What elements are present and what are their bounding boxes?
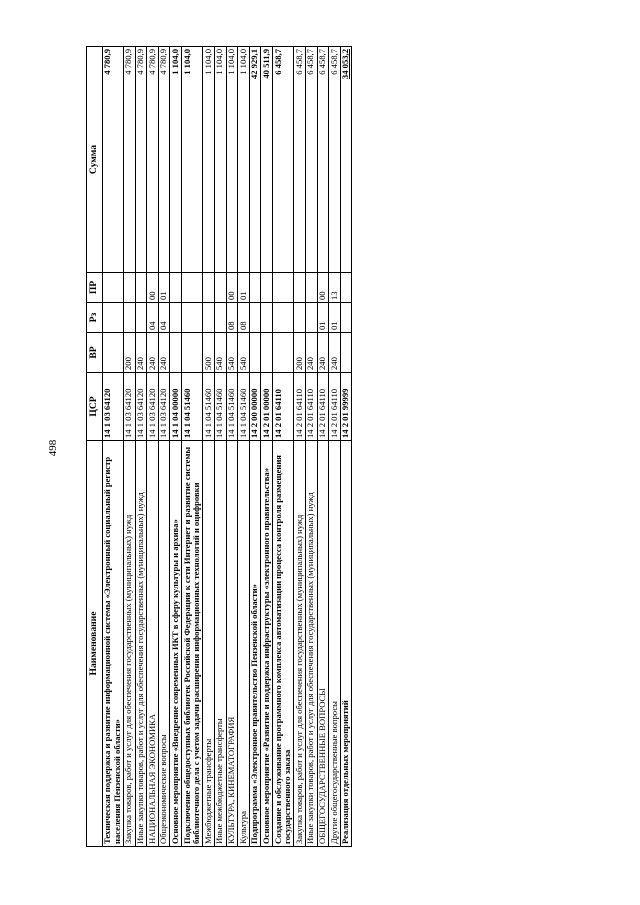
cell-vr <box>261 333 273 373</box>
table-row <box>147 47 159 847</box>
cell-csr: 14 1 04 51460 <box>238 373 250 441</box>
table-row <box>261 47 273 847</box>
cell-rz: 01 <box>317 303 329 333</box>
cell-name: ОБЩЕГОСУДАРСТВЕННЫЕ ВОПРОСЫ <box>317 441 329 847</box>
table-row <box>203 47 215 847</box>
rotated-table-container <box>86 49 562 847</box>
table-row <box>135 47 147 847</box>
cell-csr: 14 1 04 51460 <box>203 373 215 441</box>
cell-sum: 6 458,7 <box>317 47 329 273</box>
cell-sum: 1 104,0 <box>203 47 215 273</box>
cell-csr: 14 1 04 51460 <box>226 373 238 441</box>
table-row <box>340 47 352 847</box>
cell-sum: 1 104,0 <box>182 47 203 273</box>
cell-pr <box>249 273 261 303</box>
cell-csr: 14 1 03 64120 <box>102 373 123 441</box>
table-body <box>102 47 352 847</box>
cell-rz <box>135 303 147 333</box>
cell-rz <box>273 303 294 333</box>
cell-pr <box>305 273 317 303</box>
cell-name: НАЦИОНАЛЬНАЯ ЭКОНОМИКА <box>147 441 159 847</box>
cell-pr <box>203 273 215 303</box>
table-row <box>305 47 317 847</box>
cell-csr: 14 1 03 64120 <box>158 373 170 441</box>
cell-rz <box>123 303 135 333</box>
cell-name: Подключение общедоступных библиотек Российской Федерации к сети Интернет и развитие системы библиотечного дела с учетом задачи расширения информационных технологий и оцифровки <box>182 441 203 847</box>
cell-vr: 500 <box>203 333 215 373</box>
cell-pr: 00 <box>317 273 329 303</box>
cell-pr <box>182 273 203 303</box>
table-row <box>294 47 306 847</box>
cell-vr: 540 <box>214 333 226 373</box>
table-row <box>238 47 250 847</box>
cell-sum: 6 458,7 <box>329 47 341 273</box>
cell-pr <box>340 273 352 303</box>
table-row <box>317 47 329 847</box>
table-header-row <box>87 47 103 847</box>
cell-pr <box>261 273 273 303</box>
cell-sum: 1 104,0 <box>214 47 226 273</box>
table-row <box>214 47 226 847</box>
cell-rz: 04 <box>158 303 170 333</box>
header-pr: ПР <box>87 273 103 303</box>
cell-pr: 01 <box>158 273 170 303</box>
cell-name: Межбюджетные трансферты <box>203 441 215 847</box>
cell-vr: 540 <box>226 333 238 373</box>
cell-rz <box>294 303 306 333</box>
cell-rz <box>305 303 317 333</box>
table-row <box>273 47 294 847</box>
cell-sum: 1 104,0 <box>170 47 182 273</box>
cell-csr: 14 1 03 64120 <box>135 373 147 441</box>
cell-name: Иные закупки товаров, работ и услуг для обеспечения государственных (муниципальных) нужд <box>135 441 147 847</box>
cell-pr: 00 <box>226 273 238 303</box>
cell-pr <box>170 273 182 303</box>
cell-sum: 1 104,0 <box>226 47 238 273</box>
cell-name: Создание и обслуживание программного комплекса автоматизации процесса контроля размещения государственного заказа <box>273 441 294 847</box>
cell-csr: 14 1 03 64120 <box>123 373 135 441</box>
header-csr: ЦСР <box>87 373 103 441</box>
cell-vr: 240 <box>305 333 317 373</box>
table-row <box>226 47 238 847</box>
cell-rz <box>261 303 273 333</box>
cell-pr <box>214 273 226 303</box>
cell-name: Основное мероприятие «Внедрение современных ИКТ в сферу культуры и архива» <box>170 441 182 847</box>
cell-pr <box>273 273 294 303</box>
cell-csr: 14 2 01 99999 <box>340 373 352 441</box>
cell-vr: 240 <box>158 333 170 373</box>
header-vr: ВР <box>87 333 103 373</box>
cell-vr: 200 <box>123 333 135 373</box>
cell-rz <box>102 303 123 333</box>
cell-sum: 42 929,1 <box>249 47 261 273</box>
cell-rz <box>203 303 215 333</box>
cell-vr: 240 <box>135 333 147 373</box>
cell-rz <box>214 303 226 333</box>
cell-name: КУЛЬТУРА, КИНЕМАТОГРАФИЯ <box>226 441 238 847</box>
cell-sum: 6 458,7 <box>273 47 294 273</box>
cell-csr: 14 1 04 51460 <box>182 373 203 441</box>
table-row <box>158 47 170 847</box>
cell-csr: 14 1 04 00000 <box>170 373 182 441</box>
table-row <box>329 47 341 847</box>
cell-sum: 4 780,9 <box>123 47 135 273</box>
cell-name: Основное мероприятие «Развитие и поддержка инфраструктуры «электронного правительства» <box>261 441 273 847</box>
header-name: Наименование <box>87 441 103 847</box>
cell-pr <box>135 273 147 303</box>
cell-name: Культура <box>238 441 250 847</box>
cell-name: Закупка товаров, работ и услуг для обеспечения государственных (муниципальных) нужд <box>123 441 135 847</box>
table-row <box>182 47 203 847</box>
cell-vr: 240 <box>329 333 341 373</box>
page-number: 498 <box>47 439 59 457</box>
cell-sum: 34 053,2 <box>340 47 352 273</box>
cell-vr <box>273 333 294 373</box>
header-rz: Рз <box>87 303 103 333</box>
cell-rz <box>340 303 352 333</box>
cell-sum: 40 511,9 <box>261 47 273 273</box>
cell-rz: 04 <box>147 303 159 333</box>
cell-pr: 00 <box>147 273 159 303</box>
cell-pr <box>102 273 123 303</box>
cell-name: Иные межбюджетные трансферты <box>214 441 226 847</box>
cell-rz: 01 <box>329 303 341 333</box>
cell-csr: 14 2 01 64110 <box>329 373 341 441</box>
cell-sum: 6 458,7 <box>305 47 317 273</box>
cell-sum: 4 780,9 <box>102 47 123 273</box>
cell-name: Другие общегосударственные вопросы <box>329 441 341 847</box>
cell-name: Закупка товаров, работ и услуг для обеспечения государственных (муниципальных) нужд <box>294 441 306 847</box>
cell-pr <box>123 273 135 303</box>
cell-vr: 200 <box>294 333 306 373</box>
cell-csr: 14 2 01 64110 <box>305 373 317 441</box>
cell-csr: 14 2 01 00000 <box>261 373 273 441</box>
cell-csr: 14 2 01 64110 <box>317 373 329 441</box>
cell-rz <box>170 303 182 333</box>
cell-name: Реализация отдельных мероприятий <box>340 441 352 847</box>
cell-csr: 14 2 00 00000 <box>249 373 261 441</box>
cell-rz: 08 <box>238 303 250 333</box>
cell-pr <box>294 273 306 303</box>
cell-sum: 4 780,9 <box>135 47 147 273</box>
table-row <box>123 47 135 847</box>
cell-vr <box>102 333 123 373</box>
cell-pr: 01 <box>238 273 250 303</box>
cell-sum: 1 104,0 <box>238 47 250 273</box>
cell-vr <box>170 333 182 373</box>
header-sum: Сумма <box>87 47 103 273</box>
cell-vr: 240 <box>147 333 159 373</box>
table-row <box>170 47 182 847</box>
cell-rz <box>249 303 261 333</box>
cell-csr: 14 1 04 51460 <box>214 373 226 441</box>
cell-csr: 14 2 01 64110 <box>294 373 306 441</box>
table-row <box>249 47 261 847</box>
cell-vr: 540 <box>238 333 250 373</box>
cell-vr <box>340 333 352 373</box>
cell-name: Общеэкономические вопросы <box>158 441 170 847</box>
cell-csr: 14 1 03 64120 <box>147 373 159 441</box>
cell-vr <box>182 333 203 373</box>
cell-sum: 4 780,9 <box>158 47 170 273</box>
cell-rz: 08 <box>226 303 238 333</box>
table-row <box>102 47 123 847</box>
budget-table <box>86 46 352 847</box>
cell-pr: 13 <box>329 273 341 303</box>
cell-vr <box>249 333 261 373</box>
cell-sum: 4 780,9 <box>147 47 159 273</box>
cell-vr: 240 <box>317 333 329 373</box>
cell-rz <box>182 303 203 333</box>
cell-name: Подпрограмма «Электронное правительство Пензенской области» <box>249 441 261 847</box>
cell-name: Иные закупки товаров, работ и услуг для обеспечения государственных (муниципальных) нужд <box>305 441 317 847</box>
cell-name: Техническая поддержка и развитие информационной системы «Электронный социальный регистр населения Пензенской области» <box>102 441 123 847</box>
cell-csr: 14 2 01 64110 <box>273 373 294 441</box>
cell-sum: 6 458,7 <box>294 47 306 273</box>
